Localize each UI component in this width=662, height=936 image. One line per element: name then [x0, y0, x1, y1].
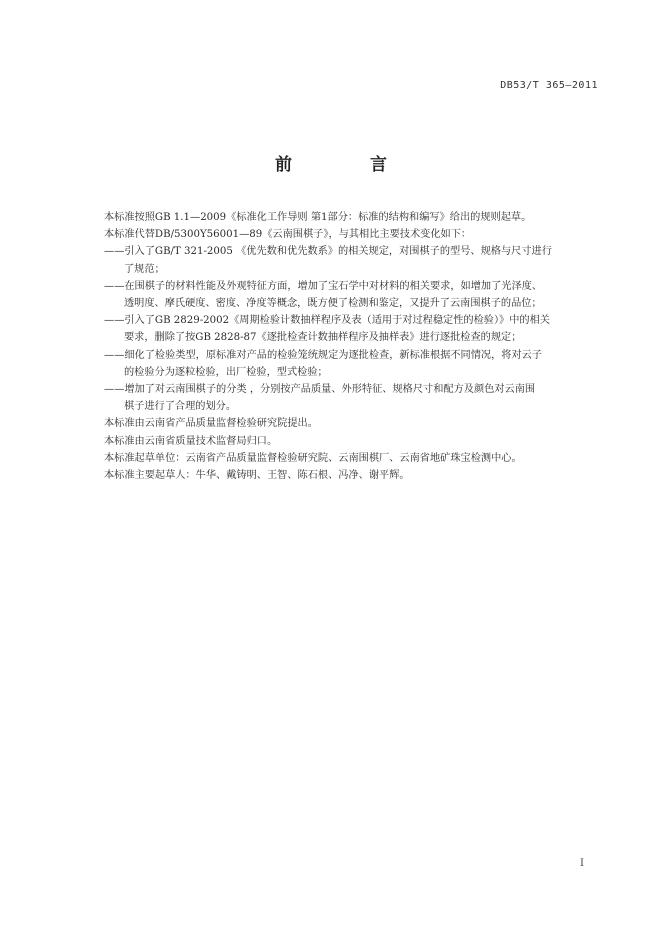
page-number: I	[580, 858, 584, 869]
change-item-line: ——细化了检验类型，原标准对产品的检验笼统规定为逐批检查，新标准根据不同情况，将对云子	[104, 349, 543, 361]
drafters-paragraph: 本标准主要起草人：牛华、戴铸明、王智、陈石根、冯净、谢平辉。	[104, 470, 410, 482]
change-item-line: ——引入了GB 2829-2002《周期检验计数抽样程序及表（适用于对过程稳定性的检验）》中的相关	[104, 315, 550, 327]
change-item-continuation: 了规范；	[124, 263, 165, 275]
drafting-units-paragraph: 本标准起草单位：云南省产品质量监督检验研究院、云南围棋厂、云南省地矿珠宝检测中心。	[104, 452, 522, 464]
replacement-paragraph: 本标准代替DB/5300Y56001—89《云南围棋子》，与其相比主要技术变化如下：	[104, 229, 472, 241]
change-item-continuation: 透明度、摩氏硬度、密度、净度等概念，既方便了检测和鉴定，又提升了云南围棋子的品位；	[124, 298, 542, 310]
standard-code: DB53/T 365—2011	[500, 80, 598, 91]
change-item-line: ——增加了对云南围棋子的分类 ，分别按产品质量、外形特征、规格尺寸和配方及颜色对云南围	[104, 384, 536, 396]
drafting-rule-paragraph: 本标准按照GB 1.1—2009《标准化工作导则 第1部分：标准的结构和编写》给出的规则起草。	[104, 212, 532, 223]
administrator-paragraph: 本标准由云南省质量技术监督局归口。	[104, 435, 278, 447]
change-item-line: ——在围棋子的材料性能及外观特征方面，增加了宝石学中对材料的相关要求，如增加了光泽度、	[104, 280, 543, 292]
change-item-continuation: 棋子进行了合理的划分。	[124, 401, 237, 413]
change-item	[104, 243, 604, 277]
proposer-paragraph: 本标准由云南省产品质量监督检验研究院提出。	[104, 418, 318, 430]
change-item-line: ——引入了GB/T 321-2005 《优先数和优先数系》的相关规定，对围棋子的型号、规格与尺寸进行	[104, 246, 552, 258]
foreword-body	[104, 209, 604, 484]
change-item	[104, 381, 604, 415]
change-item-continuation: 要求，删除了按GB 2828-87《逐批检查计数抽样程序及抽样表》进行逐批检查的规定；	[124, 332, 522, 344]
change-item	[104, 347, 604, 381]
change-item	[104, 278, 604, 312]
change-item-continuation: 的检验分为逐粒检验，出厂检验，型式检验；	[124, 366, 328, 378]
change-item	[104, 312, 604, 346]
page-title: 前 言	[275, 155, 423, 175]
